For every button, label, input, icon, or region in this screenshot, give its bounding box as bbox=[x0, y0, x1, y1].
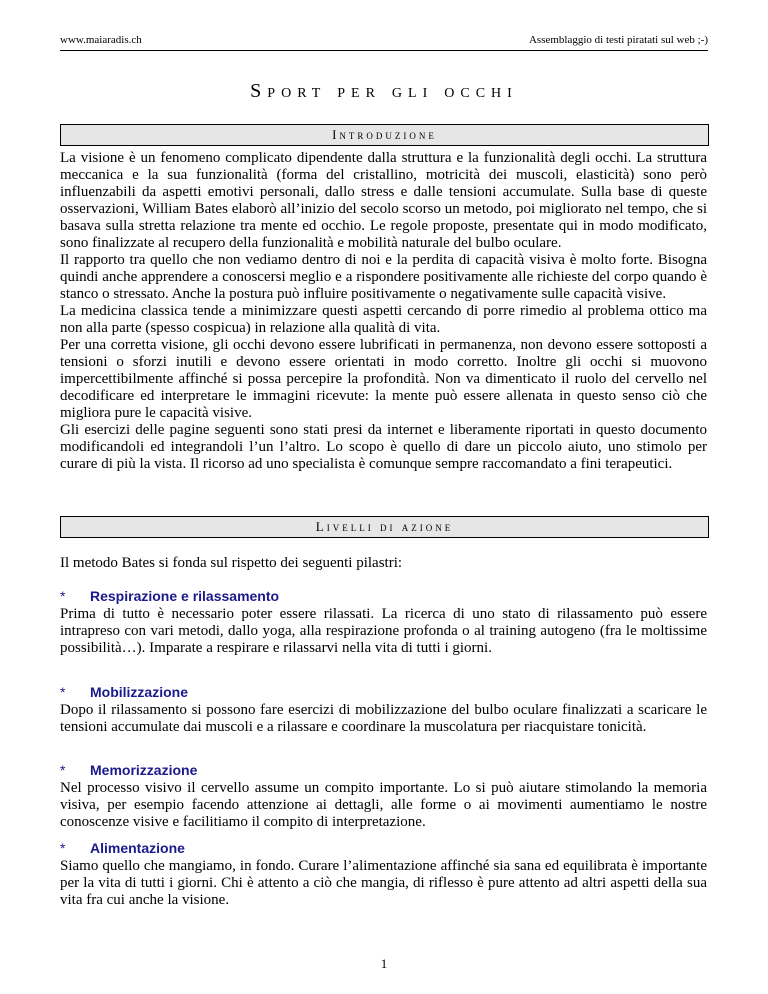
page-number: 1 bbox=[380, 956, 388, 971]
intro-paragraph: Il rapporto tra quello che non vediamo dentro di noi e la perdita di capacità visiva è molto forte. Bisogna quindi anche apprendere a conoscersi meglio e a rispondere positivamente alle richieste del corpo quando è stanco o stressato. Anche la postura può influire positivamente o negativamente sulle capacità visive. bbox=[60, 252, 707, 302]
pillar-heading-row bbox=[60, 762, 707, 780]
document-title: Sport per gli occhi bbox=[250, 80, 518, 102]
page-header bbox=[60, 34, 708, 51]
pillar-heading-row bbox=[60, 588, 707, 606]
header-note: Assemblaggio di testi piratati sul web ;-) bbox=[528, 34, 708, 46]
header-site-url[interactable]: www.maiaradis.ch bbox=[60, 34, 142, 46]
pillar-item bbox=[60, 588, 707, 657]
pillar-text: Nel processo visivo il cervello assume un compito importante. Lo si può aiutare stimolando la memoria visiva, per esempio facendo attenzione ai dettagli, alle forme o ai movimenti aumentiamo le nostre conoscenze visive e facilitiamo il compito di interpretazione. bbox=[60, 780, 707, 830]
intro-paragraph: La visione è un fenomeno complicato dipendente dalla struttura e la funzionalità degli occhi. La struttura meccanica e la sua funzionalità (forma del cristallino, motricità dei muscoli, elasticità) sono però influenzabili da aspetti emotivi personali, dallo stress e dalle tensioni accumulate. Sulla base di queste osservazioni, William Bates elaborò all’inizio del secolo scorso un metodo, poi migliorato nel tempo, che si basava sulla stretta relazione tra mente ed occhio. Le regole proposte, presentate qui in modo modificato, sono finalizzate al recupero della funzionalità e mobilità naturale del bulbo oculare. bbox=[60, 150, 707, 251]
bullet-icon: * bbox=[60, 684, 66, 700]
pillar-item bbox=[60, 762, 707, 831]
pillar-heading: Respirazione e rilassamento bbox=[90, 588, 280, 604]
section-heading-levels: Livelli di azione bbox=[60, 516, 709, 538]
pillar-heading-row bbox=[60, 684, 707, 702]
bullet-icon: * bbox=[60, 762, 66, 778]
bullet-icon: * bbox=[60, 840, 66, 856]
intro-paragraph: La medicina classica tende a minimizzare questi aspetti cercando di porre rimedio al problema ottico ma non alla parte (spesso cospicua) in relazione alla qualità di vita. bbox=[60, 303, 707, 336]
section-heading-intro: Introduzione bbox=[60, 124, 709, 146]
pillar-heading: Memorizzazione bbox=[90, 762, 198, 778]
pillar-heading: Alimentazione bbox=[90, 840, 185, 856]
pillar-text: Dopo il rilassamento si possono fare esercizi di mobilizzazione del bulbo oculare finalizzati a scaricare le tensioni accumulate dai muscoli e a rilassare e coordinare la muscolatura per riacquistare tonicità. bbox=[60, 702, 707, 735]
intro-paragraph: Per una corretta visione, gli occhi devono essere lubrificati in permanenza, non devono essere sottoposti a tensioni o sforzi inutili e devono essere orientati in modo corretto. Inoltre gli occhi si muovono impercettibilmente affinché si possa percepire la profondità. Non va dimenticato il ruolo del cervello nel decodificare ed interpretare le immagini ricevute: la mente può essere allenata in questo senso ciò che migliora pure le capacità visive. bbox=[60, 337, 707, 421]
intro-body bbox=[60, 150, 707, 473]
bullet-icon: * bbox=[60, 588, 66, 604]
pillar-item bbox=[60, 840, 707, 909]
levels-lead: Il metodo Bates si fonda sul rispetto dei seguenti pilastri: bbox=[60, 555, 403, 571]
pillar-text: Siamo quello che mangiamo, in fondo. Curare l’alimentazione affinché sia sana ed equilibrata è importante per la vita di tutti i giorni. Chi è attento a ciò che mangia, di riflesso è pure attento ad altri aspetti della sua vita fra cui anche la visione. bbox=[60, 858, 707, 908]
pillar-heading: Mobilizzazione bbox=[90, 684, 188, 700]
pillar-heading-row bbox=[60, 840, 707, 858]
pillar-text: Prima di tutto è necessario poter essere rilassati. La ricerca di uno stato di rilassamento può essere intrapreso con vari metodi, dallo yoga, alla respirazione profonda o al training autogeno (fra le moltissime possibilità…). Imparate a respirare e rilassarvi nella vita di tutti i giorni. bbox=[60, 606, 707, 656]
pillar-item bbox=[60, 684, 707, 736]
intro-paragraph: Gli esercizi delle pagine seguenti sono stati presi da internet e liberamente riportati in questo documento modificandoli ed integrandoli l’un l’altro. Lo scopo è quello di dare un piccolo aiuto, uno stimolo per curare di più la vista. Il ricorso ad uno specialista è comunque sempre raccomandato a fini terapeutici. bbox=[60, 422, 707, 472]
